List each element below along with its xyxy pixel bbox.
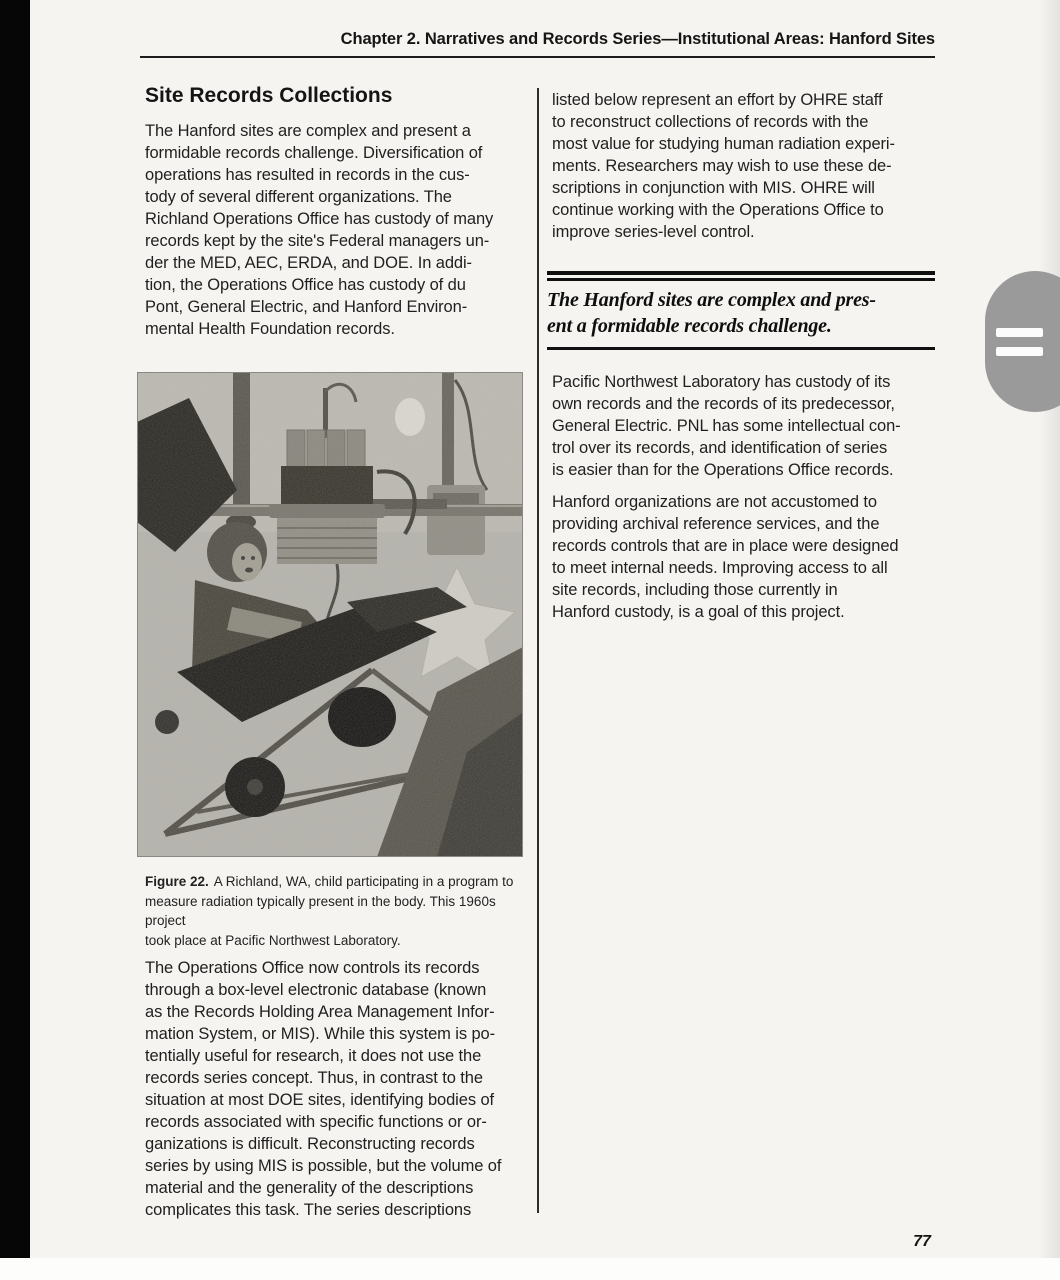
figure-caption-line1: A Richland, WA, child participating in a program to: [213, 874, 514, 889]
figure-photo-art: [137, 372, 523, 857]
right-paragraph-3: Hanford organizations are not accustomed to providing archival reference services, and the records controls that are in place were designed to meet internal needs. Improving access to all site records, including those currently in Hanford custody, is a goal of this project.: [552, 493, 899, 621]
drag-handle[interactable]: [985, 271, 1060, 412]
drag-handle-line-icon: [996, 347, 1043, 356]
left-paragraph-2: The Operations Office now controls its records through a box-level electronic database (known as the Records Holding Area Management Infor- mation System, or MIS). While this system is po- tentially useful for research, it does not use the records series concept. Thus, in contrast to the situation at most DOE sites, identifying bodies of records associated with specific functions or or- ganizations is difficult. Reconstructing records series by using MIS is possible, but the volume of material and the generality of the descriptions complicates this task. The series descriptions: [145, 959, 502, 1219]
pull-quote-top-rule: [547, 271, 935, 281]
figure-caption-line3: took place at Pacific Northwest Laboratory.: [145, 932, 401, 948]
figure-photo: [137, 372, 523, 857]
figure-caption: [145, 872, 530, 950]
pull-quote: [547, 271, 935, 350]
left-paragraph-1: The Hanford sites are complex and present a formidable records challenge. Diversification of operations has resulted in records in the cus- tody of several different organizations. The Richland Operations Office has custody of many records kept by the site's Federal managers un- der the MED, AEC, ERDA, and DOE. In addi- tion, the Operations Office has custody of du Pont, General Electric, and Hanford Environ- mental Health Foundation records.: [145, 122, 494, 338]
column-divider-rule: [537, 88, 539, 1213]
pull-quote-text: The Hanford sites are complex and pres- ent a formidable records challenge.: [547, 289, 876, 337]
scan-edge-black-bar: [0, 0, 30, 1258]
chapter-header: Chapter 2. Narratives and Records Series—Institutional Areas: Hanford Sites: [140, 30, 935, 58]
figure-caption-line2: measure radiation typically present in the body. This 1960s project: [145, 893, 496, 928]
right-paragraph-2: Pacific Northwest Laboratory has custody of its own records and the records of its predecessor, General Electric. PNL has some intellectual con- trol over its records, and identification of series is easier than for the Operations Office records.: [552, 373, 901, 479]
page-number: 77: [913, 1233, 931, 1250]
figure-caption-label: Figure 22.: [145, 874, 209, 889]
pull-quote-bottom-rule: [547, 347, 935, 350]
right-paragraph-1: listed below represent an effort by OHRE staff to reconstruct collections of records with the most value for studying human radiation experi- ments. Researchers may wish to use these de- scriptions in conjunction with MIS. OHRE will continue working with the Operations Office to improve series-level control.: [552, 91, 895, 241]
section-heading: Site Records Collections: [145, 84, 393, 107]
page-edge-shadow: [1038, 0, 1060, 1258]
drag-handle-line-icon: [996, 328, 1043, 337]
